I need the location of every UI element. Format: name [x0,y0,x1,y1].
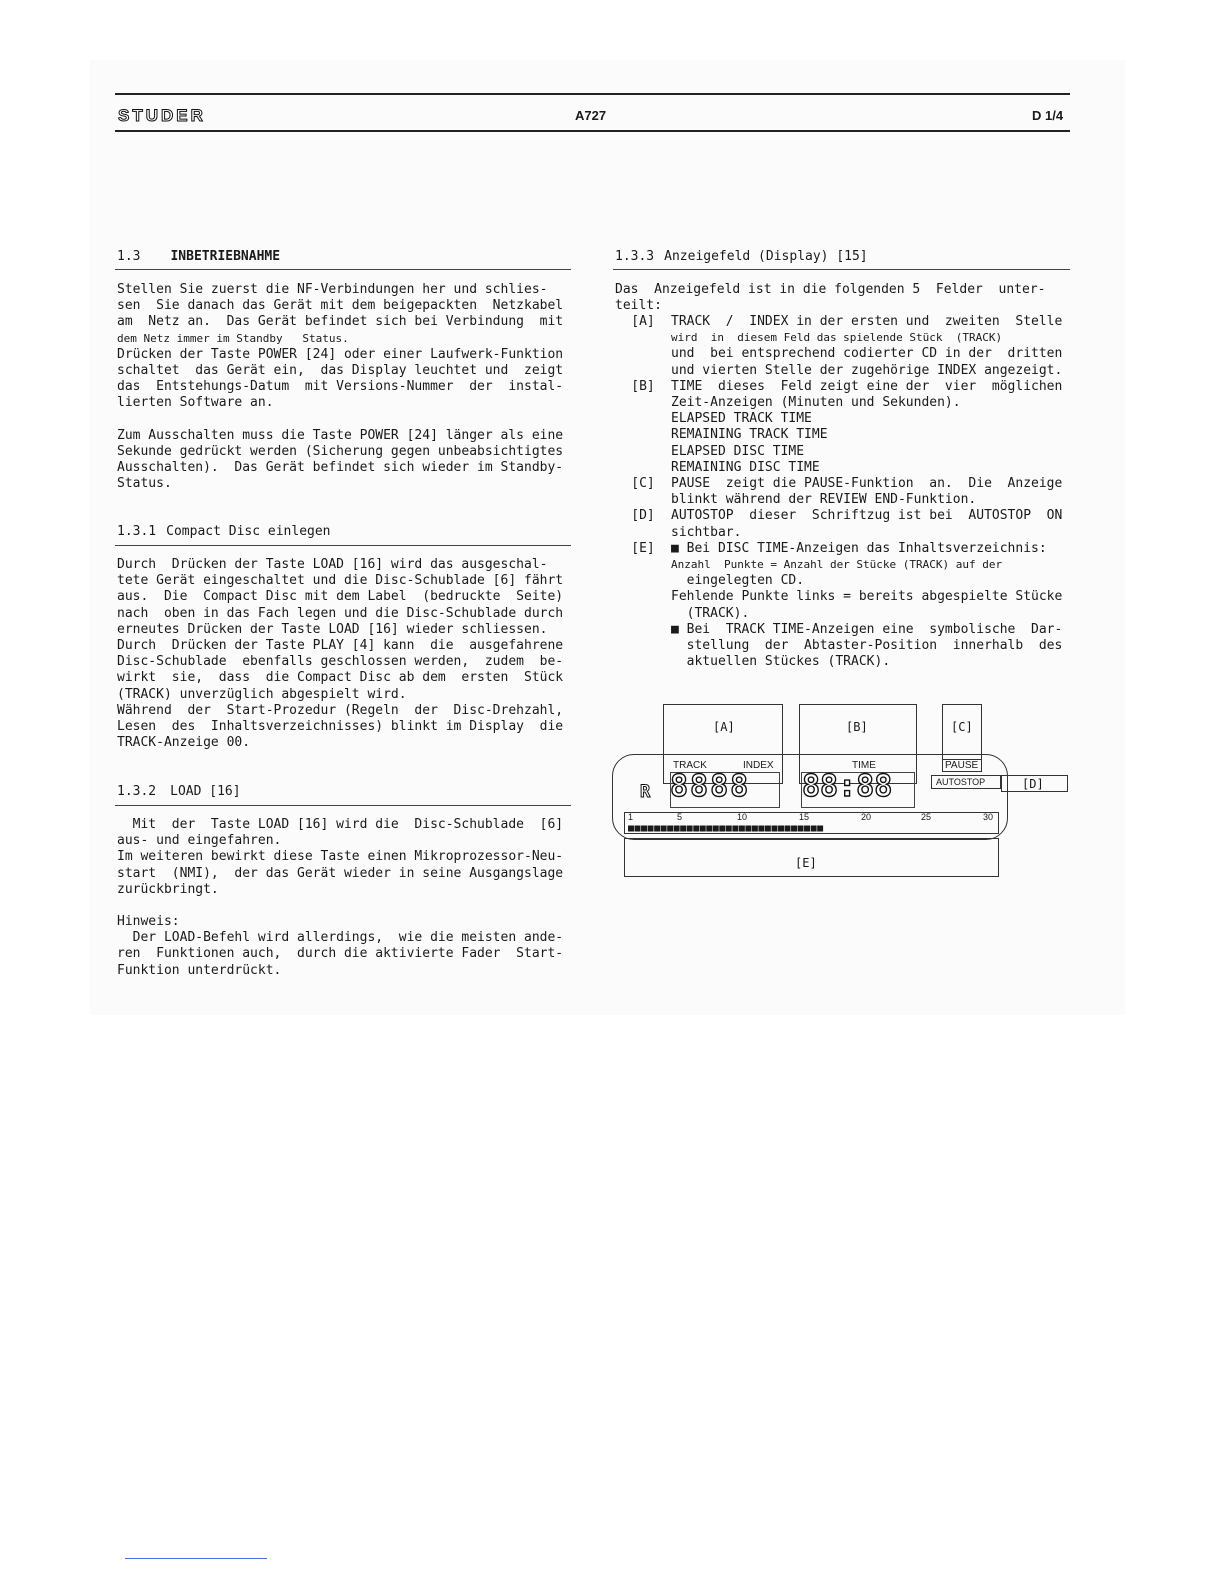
text-line: aus- und eingefahren. [117,833,282,849]
text-line: PAUSE zeigt die PAUSE-Funktion an. Die Anzeige [671,476,1063,492]
text-line: Im weiteren bewirkt diese Taste einen Mikroprozessor-Neu- [117,849,564,865]
text-line: (TRACK) unverzüglich abgespielt wird. [117,686,407,702]
text-line: start (NMI), der das Gerät wieder in seine Ausgangslage [117,865,564,881]
text-line: und bei entsprechend codierter CD in der dritten [671,346,1063,362]
label-c: [C] [951,720,973,734]
section-1-3-3-intro [615,282,1070,314]
field-e-desc [615,541,1070,671]
section-1-3-2-text [117,817,571,979]
text-line: sichtbar. [671,524,742,540]
text-line: nach oben in das Fach legen und die Disc-Schublade durch [117,605,564,621]
p2-line: Ausschalten). Das Gerät befindet sich wieder im Standby- [117,460,564,476]
text-line: REMAINING TRACK TIME [671,427,828,443]
text-line: Anzahl Punkte = Anzahl der Stücke (TRACK) auf der [671,558,1003,572]
field-c-desc [615,476,1070,508]
field-d-key: [D] [631,508,655,524]
section-1-3-text [117,282,571,492]
text-line: blinkt während der REVIEW END-Funktion. [671,492,977,508]
section-1-3-heading: 1.3 INBETRIEBNAHME [117,249,281,264]
text-line: teilt: [615,298,662,314]
scale-25: 25 [921,812,932,822]
text-line: Der LOAD-Befehl wird allerdings, wie die meisten ande- [117,930,564,946]
text-line: ELAPSED TRACK TIME [671,411,812,427]
text-line: wirkt sie, dass die Compact Disc ab dem ersten Stück [117,670,564,686]
section-1-3-1-heading: 1.3.1 Compact Disc einlegen [117,524,331,539]
text-line: und vierten Stelle der zugehörige INDEX angezeigt. [671,362,1063,378]
track-index-digits: 8888 [670,769,751,804]
text-line: aktuellen Stückes (TRACK). [671,654,891,670]
scale-15: 15 [799,812,810,822]
text-line: ■ Bei DISC TIME-Anzeigen das Inhaltsverzeichnis: [671,540,1047,556]
p1-line: sen Sie danach das Gerät mit dem beigepackten Netzkabel [117,298,564,314]
text-line: Das Anzeigefeld ist in die folgenden 5 Felder unter- [615,282,1046,297]
p1-line: Stellen Sie zuerst die NF-Verbindungen her und schlies- [117,282,548,297]
text-line: AUTOSTOP dieser Schriftzug ist bei AUTOSTOP ON [671,508,1063,524]
section-rule [613,269,1070,270]
field-b-key: [B] [631,378,655,394]
section-rule [115,545,571,546]
scale-1: 1 [628,812,634,822]
field-c-key: [C] [631,476,655,492]
text-line: Während der Start-Prozedur (Regeln der Disc-Drehzahl, [117,702,564,718]
text-line: zurückbringt. [117,881,219,897]
field-b-desc [615,379,1070,476]
text-line: REMAINING DISC TIME [671,459,820,475]
text-line: eingelegten CD. [671,573,805,589]
p1-line: am Netz an. Das Gerät befindet sich bei Verbindung mit [117,314,564,330]
footer-link-line [125,1558,267,1559]
section-1-3-2-heading: 1.3.2 LOAD [16] [117,784,241,799]
text-line: (TRACK). [671,605,750,621]
text-line: ren Funktionen auch, durch die aktivierte Fader Start- [117,946,564,962]
scale-20: 20 [861,812,872,822]
time-label: TIME [852,760,876,771]
p2-line: Sekunde gedrückt werden (Sicherung gegen unbeabsichtigtes [117,443,564,459]
p1-line: Drücken der Taste POWER [24] oder einer Laufwerk-Funktion [117,346,564,362]
p1-line: das Entstehungs-Datum mit Versions-Nummer der instal- [117,379,564,395]
text-line: Funktion unterdrückt. [117,962,282,978]
p1-line: lierten Software an. [117,395,274,411]
section-1-3-1-text [117,557,571,751]
text-line: ELAPSED DISC TIME [671,443,805,459]
track-bar-dots: ■■■■■■■■■■■■■■■■■■■■■■■■■■■■■■ [628,823,824,834]
text-line: Disc-Schublade ebenfalls geschlossen werden, zudem be- [117,654,564,670]
label-d: [D] [1022,777,1044,791]
text-line: tete Gerät eingeschaltet und die Disc-Schublade [6] fährt [117,573,564,589]
text-line: Durch Drücken der Taste LOAD [16] wird das ausgeschal- [117,557,548,572]
field-d-desc [615,508,1070,540]
p1-line: dem Netz immer im Standby Status. [117,331,349,345]
text-line: aus. Die Compact Disc mit dem Label (bedruckte Seite) [117,589,564,605]
label-e: [E] [795,856,817,870]
scale-30: 30 [983,812,994,822]
text-line: Mit der Taste LOAD [16] wird die Disc-Schublade [6] [117,817,564,832]
text-line: wird in diesem Feld das spielende Stück (TRACK) [671,331,1003,345]
studer-logo: STUDER [118,106,206,125]
text-line: erneutes Drücken der Taste LOAD [16] wieder schliessen. [117,621,548,637]
section-rule [115,805,571,806]
track-label: TRACK [673,760,707,771]
text-line: Fehlende Punkte links = bereits abgespielte Stücke [671,589,1063,605]
text-line: ■ Bei TRACK TIME-Anzeigen eine symbolische Dar- [671,621,1063,637]
p1-line: schaltet das Gerät ein, das Display leuchtet und zeigt [117,363,564,379]
text-line: TRACK-Anzeige 00. [117,735,251,751]
label-a: [A] [713,720,735,734]
field-a-desc [615,314,1070,379]
label-b: [B] [846,720,868,734]
time-digits: 88:88 [802,769,893,804]
repeat-indicator: R [640,782,653,802]
p2-line: Zum Ausschalten muss die Taste POWER [24] länger als eine [117,427,564,443]
text-line: Zeit-Anzeigen (Minuten und Sekunden). [671,395,961,411]
field-descriptions [615,314,1070,670]
p2-line: Status. [117,476,172,492]
pause-label: PAUSE [945,760,979,771]
page-number: D 1/4 [1032,108,1064,123]
text-line: TRACK / INDEX in der ersten und zweiten Stelle [671,314,1063,329]
section-rule [115,269,571,270]
index-label: INDEX [743,760,774,771]
header-top-rule [115,93,1070,95]
text-line: TIME dieses Feld zeigt eine der vier möglichen [671,378,1063,394]
section-1-3-3-heading: 1.3.3 Anzeigefeld (Display) [15] [615,249,868,264]
text-line: Durch Drücken der Taste PLAY [4] kann die ausgefahrene [117,638,564,654]
field-e-key: [E] [631,540,655,556]
scale-10: 10 [737,812,748,822]
text-line: stellung der Abtaster-Position innerhalb des [671,638,1063,654]
autostop-label: AUTOSTOP [936,777,986,787]
text-line: Lesen des Inhaltsverzeichnisses) blinkt im Display die [117,719,564,735]
field-a-key: [A] [631,314,655,329]
scale-5: 5 [677,812,683,822]
header-bottom-rule [115,130,1070,132]
model-number: A727 [575,108,607,123]
note-title: Hinweis: [117,914,180,930]
